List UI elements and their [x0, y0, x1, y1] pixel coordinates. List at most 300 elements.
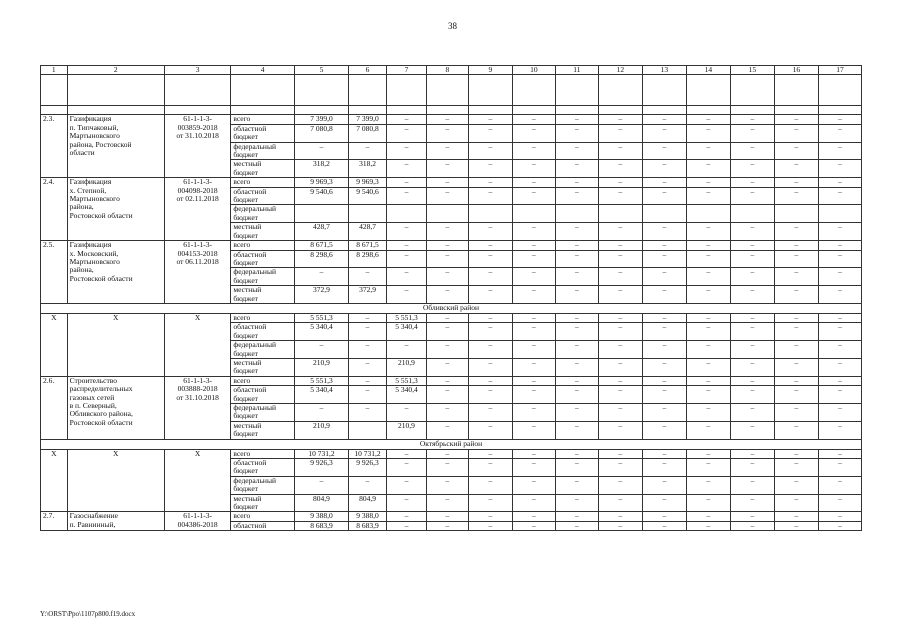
value-c8: – — [426, 521, 468, 530]
blank-cell — [67, 75, 164, 106]
table-body — [41, 66, 862, 531]
object-name-line: х. Московский, — [69, 248, 119, 258]
value-c7: – — [386, 124, 426, 142]
value-c7: – — [386, 187, 426, 205]
funding-source — [231, 250, 294, 268]
document-number-line: X — [194, 313, 201, 322]
value-c11: – — [555, 494, 598, 512]
value-c10: – — [512, 313, 555, 322]
value-c15: – — [730, 494, 774, 512]
value-c13: – — [642, 241, 686, 250]
value-c14: – — [686, 187, 730, 205]
value-c6: – — [349, 268, 387, 286]
document-number — [164, 376, 231, 439]
value-c5: 5 340,4 — [294, 386, 348, 404]
budget-table — [40, 65, 862, 531]
value-c12: – — [598, 142, 642, 160]
value-c15: – — [730, 459, 774, 477]
value-c5: 5 340,4 — [294, 323, 348, 341]
value-c15: – — [730, 178, 774, 187]
value-c12: – — [598, 341, 642, 359]
document-number — [164, 449, 231, 512]
value-c9 — [468, 205, 512, 223]
value-c12: – — [598, 115, 642, 124]
item-number: 2.3. — [41, 115, 68, 178]
value-c15: – — [730, 286, 774, 304]
value-c8: – — [426, 358, 468, 376]
value-c15: – — [730, 160, 774, 178]
funding-source-line: бюджет — [233, 348, 258, 358]
column-number-16: 16 — [774, 66, 818, 75]
value-c15: – — [730, 386, 774, 404]
value-c15 — [730, 205, 774, 223]
funding-source — [231, 178, 294, 187]
value-c10: – — [512, 386, 555, 404]
value-c13 — [642, 205, 686, 223]
value-c14: – — [686, 376, 730, 385]
value-c16: – — [774, 268, 818, 286]
value-c8: – — [426, 494, 468, 512]
table-blank-row — [41, 75, 862, 106]
value-c12: – — [598, 386, 642, 404]
funding-source — [231, 313, 294, 322]
value-c11: – — [555, 476, 598, 494]
value-c11: – — [555, 160, 598, 178]
value-c12: – — [598, 404, 642, 422]
value-c11: – — [555, 178, 598, 187]
value-c10: – — [512, 494, 555, 512]
object-name-line: в п. Северный, — [69, 401, 117, 410]
value-c11: – — [555, 386, 598, 404]
value-c7: 210,9 — [386, 358, 426, 376]
value-c7: – — [386, 241, 426, 250]
value-c13: – — [642, 512, 686, 521]
value-c13: – — [642, 421, 686, 439]
spacer-cell — [512, 106, 555, 115]
funding-source — [231, 341, 294, 359]
value-c14: – — [686, 124, 730, 142]
column-number-15: 15 — [730, 66, 774, 75]
value-c8: – — [426, 421, 468, 439]
value-c8: – — [426, 323, 468, 341]
item-number: X — [41, 313, 68, 376]
funding-source-line: всего — [233, 177, 251, 187]
value-c6: – — [349, 142, 387, 160]
value-c12: – — [598, 494, 642, 512]
value-c12: – — [598, 449, 642, 458]
funding-source-line: бюджет — [233, 275, 258, 285]
value-c9: – — [468, 512, 512, 521]
value-c16: – — [774, 376, 818, 385]
funding-source-line: бюджет — [233, 502, 258, 512]
value-c9: – — [468, 341, 512, 359]
value-c10: – — [512, 476, 555, 494]
object-name-line: х. Степной, — [69, 185, 107, 195]
region-row — [41, 303, 862, 313]
funding-source-line: бюджет — [233, 366, 258, 376]
value-c7: – — [386, 494, 426, 512]
value-c14: – — [686, 494, 730, 512]
column-number-3: 3 — [164, 66, 231, 75]
object-name-line: Газификация — [69, 114, 112, 124]
object-name-line: района, — [69, 265, 94, 275]
object-name-line: Газификация — [69, 240, 112, 250]
value-c8: – — [426, 268, 468, 286]
value-c15: – — [730, 512, 774, 521]
value-c17: – — [818, 323, 861, 341]
funding-source — [231, 521, 294, 530]
value-c10 — [512, 205, 555, 223]
funding-source-line: бюджет — [233, 195, 258, 205]
value-c10: – — [512, 115, 555, 124]
funding-source-line: бюджет — [233, 466, 258, 476]
spacer-cell — [67, 106, 164, 115]
blank-cell — [294, 75, 348, 106]
value-c11: – — [555, 376, 598, 385]
document-number-line: 004153-2018 — [177, 248, 218, 258]
value-c9: – — [468, 404, 512, 422]
value-c14: – — [686, 521, 730, 530]
value-c12: – — [598, 358, 642, 376]
value-c6: 8 298,6 — [349, 250, 387, 268]
value-c14: – — [686, 115, 730, 124]
value-c7: – — [386, 250, 426, 268]
value-c11: – — [555, 459, 598, 477]
object-name-line: Мартыновского — [69, 131, 120, 141]
value-c14: – — [686, 476, 730, 494]
document-number-line: от 06.11.2018 — [176, 256, 219, 266]
value-c7: – — [386, 341, 426, 359]
value-c7: – — [386, 404, 426, 422]
value-c7: – — [386, 449, 426, 458]
value-c7: – — [386, 521, 426, 530]
value-c8: – — [426, 449, 468, 458]
funding-source — [231, 205, 294, 223]
object-name-line: района, — [69, 202, 94, 212]
value-c9: – — [468, 459, 512, 477]
value-c10: – — [512, 421, 555, 439]
spacer-cell — [164, 106, 231, 115]
spacer-cell — [642, 106, 686, 115]
value-c16: – — [774, 421, 818, 439]
value-c12: – — [598, 268, 642, 286]
value-c9: – — [468, 449, 512, 458]
value-c6: 804,9 — [349, 494, 387, 512]
value-c14: – — [686, 358, 730, 376]
value-c5: 9 540,6 — [294, 187, 348, 205]
value-c17: – — [818, 476, 861, 494]
value-c17: – — [818, 187, 861, 205]
spacer-cell — [386, 106, 426, 115]
value-c11: – — [555, 142, 598, 160]
value-c8: – — [426, 313, 468, 322]
value-c17: – — [818, 341, 861, 359]
blank-cell — [686, 75, 730, 106]
value-c7: 5 340,4 — [386, 323, 426, 341]
value-c17: – — [818, 178, 861, 187]
value-c12: – — [598, 376, 642, 385]
value-c16: – — [774, 494, 818, 512]
value-c9: – — [468, 376, 512, 385]
funding-source-line: областной — [233, 322, 267, 332]
value-c13: – — [642, 286, 686, 304]
value-c13: – — [642, 449, 686, 458]
funding-source — [231, 358, 294, 376]
value-c5: 9 926,3 — [294, 459, 348, 477]
funding-source-line: бюджет — [233, 293, 258, 303]
value-c5: 8 298,6 — [294, 250, 348, 268]
value-c16: – — [774, 115, 818, 124]
value-c15: – — [730, 115, 774, 124]
value-c7: – — [386, 268, 426, 286]
value-c13: – — [642, 494, 686, 512]
item-number: 2.7. — [41, 512, 68, 531]
value-c6: – — [349, 404, 387, 422]
value-c11: – — [555, 286, 598, 304]
table-header-row — [41, 66, 862, 75]
value-c14: – — [686, 404, 730, 422]
value-c14: – — [686, 250, 730, 268]
value-c9: – — [468, 142, 512, 160]
value-c12: – — [598, 421, 642, 439]
value-c5: – — [294, 404, 348, 422]
value-c8: – — [426, 404, 468, 422]
object-name — [67, 313, 164, 376]
value-c14: – — [686, 223, 730, 241]
value-c8: – — [426, 160, 468, 178]
object-name-line: п. Равнинный, — [69, 519, 116, 529]
blank-cell — [730, 75, 774, 106]
value-c16: – — [774, 187, 818, 205]
value-c10: – — [512, 512, 555, 521]
spacer-cell — [41, 106, 68, 115]
blank-cell — [386, 75, 426, 106]
value-c16: – — [774, 512, 818, 521]
value-c16: – — [774, 449, 818, 458]
value-c15: – — [730, 142, 774, 160]
value-c9: – — [468, 521, 512, 530]
value-c17: – — [818, 494, 861, 512]
value-c5: 804,9 — [294, 494, 348, 512]
column-number-6: 6 — [349, 66, 387, 75]
value-c5: 5 551,3 — [294, 313, 348, 322]
value-c15: – — [730, 449, 774, 458]
blank-cell — [468, 75, 512, 106]
value-c10: – — [512, 250, 555, 268]
object-name-line: Ростовской области — [69, 210, 133, 220]
value-c6: 9 926,3 — [349, 459, 387, 477]
region-row — [41, 439, 862, 449]
spacer-cell — [686, 106, 730, 115]
value-c10: – — [512, 241, 555, 250]
page-number: 38 — [448, 21, 457, 31]
value-c11: – — [555, 323, 598, 341]
column-number-13: 13 — [642, 66, 686, 75]
item-number: 2.4. — [41, 178, 68, 241]
value-c16: – — [774, 476, 818, 494]
value-c17: – — [818, 358, 861, 376]
value-c9: – — [468, 286, 512, 304]
funding-source-line: областной — [233, 187, 267, 196]
value-c17: – — [818, 250, 861, 268]
value-c15: – — [730, 323, 774, 341]
value-c16: – — [774, 323, 818, 341]
spacer-cell — [468, 106, 512, 115]
document-number-line: 004098-2018 — [177, 185, 218, 195]
value-c16: – — [774, 124, 818, 142]
funding-source — [231, 187, 294, 205]
value-c8 — [426, 205, 468, 223]
funding-source — [231, 404, 294, 422]
object-name — [67, 512, 164, 531]
value-c15: – — [730, 421, 774, 439]
value-c9: – — [468, 386, 512, 404]
table-row — [41, 512, 862, 521]
value-c17: – — [818, 521, 861, 530]
value-c8: – — [426, 386, 468, 404]
funding-source — [231, 386, 294, 404]
value-c16: – — [774, 160, 818, 178]
value-c17 — [818, 205, 861, 223]
funding-source-line: местный — [233, 421, 262, 430]
value-c10: – — [512, 341, 555, 359]
document-number — [164, 115, 231, 178]
object-name — [67, 115, 164, 178]
value-c17: – — [818, 512, 861, 521]
value-c7: – — [386, 286, 426, 304]
value-c8: – — [426, 142, 468, 160]
value-c17: – — [818, 223, 861, 241]
value-c9: – — [468, 187, 512, 205]
value-c15: – — [730, 341, 774, 359]
funding-source-line: всего — [233, 114, 251, 124]
budget-table-container — [40, 65, 862, 605]
column-number-12: 12 — [598, 66, 642, 75]
value-c6: 7 080,8 — [349, 124, 387, 142]
value-c16: – — [774, 341, 818, 359]
funding-source-line: бюджет — [233, 429, 258, 439]
value-c14: – — [686, 268, 730, 286]
object-name-line: Ростовской области — [69, 273, 133, 283]
value-c10: – — [512, 521, 555, 530]
value-c9: – — [468, 223, 512, 241]
value-c13: – — [642, 268, 686, 286]
column-number-1: 1 — [41, 66, 68, 75]
value-c17: – — [818, 160, 861, 178]
value-c11: – — [555, 187, 598, 205]
value-c14: – — [686, 449, 730, 458]
funding-source — [231, 376, 294, 385]
column-number-5: 5 — [294, 66, 348, 75]
funding-source — [231, 160, 294, 178]
value-c11: – — [555, 241, 598, 250]
funding-source-line: бюджет — [233, 257, 258, 267]
document-number-line: от 31.10.2018 — [176, 131, 219, 141]
blank-cell — [231, 75, 294, 106]
value-c6: – — [349, 313, 387, 322]
value-c5: 8 671,5 — [294, 241, 348, 250]
document-number-line: 61-1-1-3- — [183, 177, 212, 187]
value-c5: 7 080,8 — [294, 124, 348, 142]
value-c6: – — [349, 476, 387, 494]
blank-cell — [426, 75, 468, 106]
value-c5: – — [294, 142, 348, 160]
value-c7: 5 551,3 — [386, 376, 426, 385]
value-c14: – — [686, 459, 730, 477]
value-c14: – — [686, 386, 730, 404]
region-label: Октябрьский район — [41, 439, 862, 449]
object-name-line: Газификация — [69, 177, 112, 187]
spacer-cell — [598, 106, 642, 115]
value-c15: – — [730, 223, 774, 241]
value-c9: – — [468, 476, 512, 494]
value-c6: – — [349, 386, 387, 404]
value-c16: – — [774, 404, 818, 422]
value-c17: – — [818, 241, 861, 250]
value-c17: – — [818, 459, 861, 477]
object-name-line: района, Ростовской — [69, 139, 132, 149]
value-c5: 5 551,3 — [294, 376, 348, 385]
value-c12: – — [598, 124, 642, 142]
document-number — [164, 178, 231, 241]
funding-source-line: областной — [233, 385, 267, 395]
value-c9: – — [468, 241, 512, 250]
value-c9: – — [468, 323, 512, 341]
value-c10: – — [512, 142, 555, 160]
value-c6: – — [349, 376, 387, 385]
value-c9: – — [468, 268, 512, 286]
value-c17: – — [818, 115, 861, 124]
value-c8: – — [426, 250, 468, 268]
value-c8: – — [426, 286, 468, 304]
value-c9: – — [468, 160, 512, 178]
document-number-line: X — [194, 449, 201, 458]
value-c12: – — [598, 459, 642, 477]
value-c14: – — [686, 160, 730, 178]
value-c9: – — [468, 115, 512, 124]
funding-source — [231, 476, 294, 494]
value-c9: – — [468, 494, 512, 512]
value-c10: – — [512, 323, 555, 341]
document-number — [164, 313, 231, 376]
value-c17: – — [818, 286, 861, 304]
value-c7: – — [386, 142, 426, 160]
value-c6 — [349, 421, 387, 439]
blank-cell — [512, 75, 555, 106]
column-number-11: 11 — [555, 66, 598, 75]
funding-source — [231, 223, 294, 241]
value-c9: – — [468, 124, 512, 142]
value-c13: – — [642, 115, 686, 124]
value-c7: 210,9 — [386, 421, 426, 439]
value-c10: – — [512, 286, 555, 304]
value-c10: – — [512, 358, 555, 376]
document-number-line: 004386-2018 — [177, 519, 218, 529]
value-c6: 428,7 — [349, 223, 387, 241]
value-c7: – — [386, 178, 426, 187]
blank-cell — [774, 75, 818, 106]
value-c8: – — [426, 115, 468, 124]
region-label: Обливский район — [41, 303, 862, 313]
object-name-line: распределительных — [69, 384, 133, 394]
value-c12: – — [598, 313, 642, 322]
value-c8: – — [426, 341, 468, 359]
table-row — [41, 313, 862, 322]
funding-source-line: федеральный — [233, 340, 276, 350]
value-c11: – — [555, 449, 598, 458]
value-c17: – — [818, 404, 861, 422]
blank-cell — [818, 75, 861, 106]
